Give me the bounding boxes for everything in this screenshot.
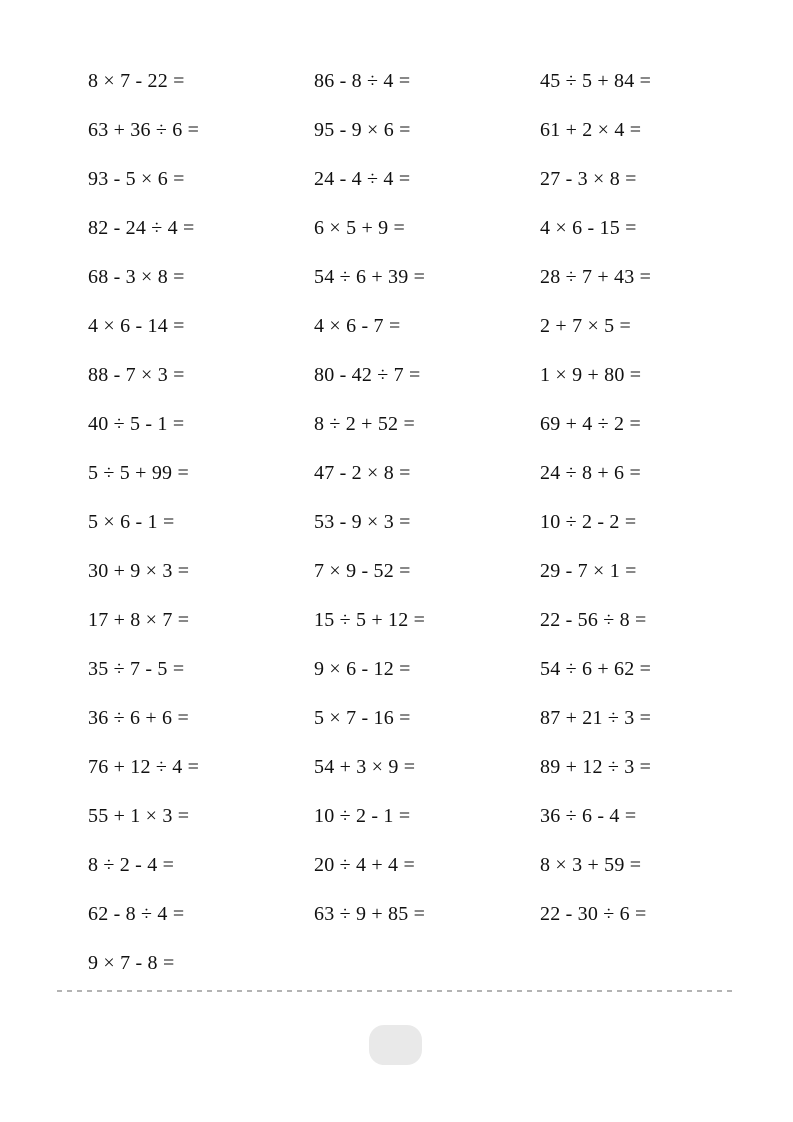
math-problem: 61 + 2 × 4 = [540, 119, 642, 141]
math-problem: 76 + 12 ÷ 4 = [88, 756, 200, 778]
math-problem: 40 ÷ 5 - 1 = [88, 413, 185, 435]
math-problem: 27 - 3 × 8 = [540, 168, 637, 190]
math-problem: 5 × 6 - 1 = [88, 511, 175, 533]
math-problem: 54 + 3 × 9 = [314, 756, 416, 778]
math-problem: 5 × 7 - 16 = [314, 707, 411, 729]
math-problem: 8 × 7 - 22 = [88, 70, 185, 92]
math-problem: 1 × 9 + 80 = [540, 364, 642, 386]
math-problem: 89 + 12 ÷ 3 = [540, 756, 652, 778]
math-problem: 36 ÷ 6 - 4 = [540, 805, 637, 827]
math-problem: 24 - 4 ÷ 4 = [314, 168, 411, 190]
math-problem: 68 - 3 × 8 = [88, 266, 185, 288]
math-problem: 35 ÷ 7 - 5 = [88, 658, 185, 680]
math-problem: 28 ÷ 7 + 43 = [540, 266, 652, 288]
math-problem: 8 ÷ 2 + 52 = [314, 413, 415, 435]
math-problem: 6 × 5 + 9 = [314, 217, 406, 239]
math-problem: 29 - 7 × 1 = [540, 560, 637, 582]
math-problem: 15 ÷ 5 + 12 = [314, 609, 426, 631]
math-problem: 22 - 56 ÷ 8 = [540, 609, 647, 631]
math-problem: 47 - 2 × 8 = [314, 462, 411, 484]
math-problem: 80 - 42 ÷ 7 = [314, 364, 421, 386]
math-problem: 63 + 36 ÷ 6 = [88, 119, 200, 141]
math-problem: 10 ÷ 2 - 1 = [314, 805, 411, 827]
math-problem: 95 - 9 × 6 = [314, 119, 411, 141]
math-problem: 88 - 7 × 3 = [88, 364, 185, 386]
math-problem: 87 + 21 ÷ 3 = [540, 707, 652, 729]
math-problem: 62 - 8 ÷ 4 = [88, 903, 185, 925]
math-problem: 55 + 1 × 3 = [88, 805, 190, 827]
math-problem: 8 ÷ 2 - 4 = [88, 854, 175, 876]
math-problem: 54 ÷ 6 + 62 = [540, 658, 652, 680]
math-problem: 24 ÷ 8 + 6 = [540, 462, 641, 484]
math-problem: 17 + 8 × 7 = [88, 609, 190, 631]
math-problem: 93 - 5 × 6 = [88, 168, 185, 190]
math-problem: 82 - 24 ÷ 4 = [88, 217, 195, 239]
math-problem: 30 + 9 × 3 = [88, 560, 190, 582]
math-problem: 8 × 3 + 59 = [540, 854, 642, 876]
page-number-pill [369, 1025, 422, 1065]
math-problem: 4 × 6 - 15 = [540, 217, 637, 239]
math-problem: 10 ÷ 2 - 2 = [540, 511, 637, 533]
math-problem: 9 × 7 - 8 = [88, 952, 175, 974]
math-problem: 7 × 9 - 52 = [314, 560, 411, 582]
math-problem: 53 - 9 × 3 = [314, 511, 411, 533]
math-problem: 4 × 6 - 14 = [88, 315, 185, 337]
math-problem: 54 ÷ 6 + 39 = [314, 266, 426, 288]
dashed-divider [57, 990, 736, 992]
math-problem: 22 - 30 ÷ 6 = [540, 903, 647, 925]
math-problem: 9 × 6 - 12 = [314, 658, 411, 680]
math-problem: 45 ÷ 5 + 84 = [540, 70, 652, 92]
math-problem: 20 ÷ 4 + 4 = [314, 854, 415, 876]
math-problem: 69 + 4 ÷ 2 = [540, 413, 641, 435]
problems-grid [88, 57, 766, 988]
math-problem: 4 × 6 - 7 = [314, 315, 401, 337]
math-problem: 5 ÷ 5 + 99 = [88, 462, 189, 484]
math-problem: 63 ÷ 9 + 85 = [314, 903, 426, 925]
math-problem: 36 ÷ 6 + 6 = [88, 707, 189, 729]
math-problem: 2 + 7 × 5 = [540, 315, 632, 337]
math-problem: 86 - 8 ÷ 4 = [314, 70, 411, 92]
